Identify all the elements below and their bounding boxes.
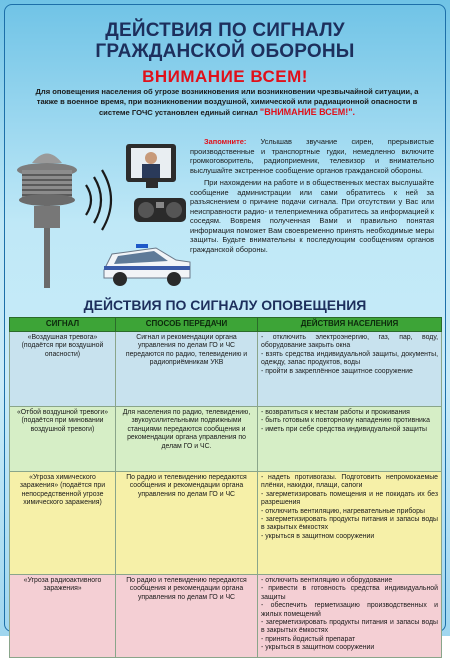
actions-cell	[258, 472, 442, 575]
remember-paragraph-2: При нахождении на работе и в общественных местах выслушайте сообщение администрации или сами обратитесь к ней за разъяснением о причине подачи сигнала. При отсутствии у Вас или неисправности радио- и телеприемника обратитесь за информацией к соседям. Вовремя полученная Вами и правильно понятая информация поможет Вам своевременно принять необходимые меры защиты. Будьте внимательны к последующим сообщениям органов гражданской обороны.	[190, 178, 434, 254]
column-header-actions: ДЕЙСТВИЯ НАСЕЛЕНИЯ	[258, 318, 442, 332]
remember-label: Запомните:	[204, 137, 247, 146]
table-row	[10, 472, 442, 575]
signal-cell: «Воздушная тревога» (подаётся при воздушной опасности)	[10, 332, 116, 407]
action-item: - загерметизировать продукты питания и запасы воды в закрытых ёмкостях	[261, 516, 438, 532]
intro-signal: "ВНИМАНИЕ ВСЕМ!".	[259, 107, 356, 117]
title-line-1: ДЕЙСТВИЯ ПО СИГНАЛУ	[105, 20, 345, 41]
action-item: - возвратиться к местам работы и проживания	[261, 409, 410, 416]
action-item: - привести в готовность средства индивидуальной защиты	[261, 585, 438, 601]
remember-text-1: Услышав звучание сирен, прерывистые производственные и транспортные гудки, немедленно включите громкоговоритель, радиоприемник, телевизор и внимательно выслушайте экстренное сообщение органов гражданской обороны.	[190, 137, 435, 175]
action-item: - укрыться в защитном сооружении	[261, 644, 375, 652]
attention-heading: ВНИМАНИЕ ВСЕМ!	[142, 67, 308, 86]
table-row	[10, 332, 442, 407]
method-cell: Сигнал и рекомендации органа управления по делам ГО и ЧС передаются по радио, телевидению и радиоприёмникам УКВ	[116, 332, 258, 407]
action-item: - загерметизировать продукты питания и запасы воды в закрытых ёмкостях	[261, 619, 438, 635]
action-item: - обеспечить герметизацию производственных и жилых помещений	[261, 602, 438, 618]
method-cell: По радио и телевидению передаются сообщения и рекомендации органа управления по делам ГО и ЧС	[116, 575, 258, 658]
actions-cell	[258, 407, 442, 472]
action-item: - укрыться в защитном сооружении	[261, 532, 375, 540]
signal-cell: «Угроза радиоактивного заражения»	[10, 575, 116, 658]
action-item: - иметь при себе средства индивидуальной защиты	[261, 425, 427, 433]
table-title: ДЕЙСТВИЯ ПО СИГНАЛУ ОПОВЕЩЕНИЯ	[83, 297, 367, 313]
signal-cell: «Угроза химического заражения» (подаётся при непосредственной угрозе химического заражения)	[10, 472, 116, 575]
action-item: - пройти в закреплённое защитное сооружение	[261, 367, 413, 375]
action-item: - быть готовым к повторному нападению противника	[261, 417, 430, 425]
remember-block	[190, 137, 434, 257]
intro-paragraph	[34, 87, 420, 118]
action-item: - взять средства индивидуальной защиты, документы, одежду, запас продуктов, воды	[261, 350, 438, 367]
signal-cell: «Отбой воздушной тревоги» (подаётся при миновании воздушной тревоги)	[10, 407, 116, 472]
page-title	[0, 20, 450, 62]
action-item: - принять йодистый препарат	[261, 635, 356, 643]
method-cell: Для населения по радио, телевидению, звукоусилительными подвижными станциями передаются сообщения и рекомендации органа управления по делам ГО и ЧС.	[116, 407, 258, 472]
siren-icon	[17, 154, 77, 289]
method-cell: По радио и телевидению передаются сообщения и рекомендации органа управления по делам ГО и ЧС	[116, 472, 258, 575]
table-header-row	[10, 318, 442, 332]
police-car-icon	[104, 244, 190, 286]
radio-icon	[134, 198, 186, 222]
actions-cell	[258, 332, 442, 407]
signals-table	[9, 317, 442, 658]
action-item: - загерметизировать помещения и не покидать их без разрешения	[261, 490, 438, 507]
action-item: - надеть противогазы. Подготовить непромокаемые плёнки, накидки, плащи, сапоги	[261, 474, 438, 490]
intro-text: Для оповещения населения об угрозе возникновения или возникновении чрезвычайной ситуации, а также в военное время, при возникновении воздушной, химической или радиационной опасности в системе ГОЧС установлен единый сигнал	[35, 87, 419, 117]
remember-paragraph-1	[190, 137, 434, 175]
sound-waves	[86, 170, 111, 230]
column-header-method: СПОСОБ ПЕРЕДАЧИ	[116, 318, 258, 332]
tv-icon	[126, 144, 176, 188]
action-item: - отключить вентиляцию и оборудование	[261, 577, 393, 584]
action-item: - отключить вентиляцию, нагревательные приборы	[261, 507, 425, 515]
title-line-2: ГРАЖДАНСКОЙ ОБОРОНЫ	[95, 41, 355, 62]
action-item: - отключить электроэнергию, газ, пар, воду, оборудование закрыть окна	[261, 334, 438, 350]
table-row	[10, 575, 442, 658]
table-row	[10, 407, 442, 472]
column-header-signal: СИГНАЛ	[10, 318, 116, 332]
illustration	[0, 130, 200, 290]
actions-cell	[258, 575, 442, 658]
